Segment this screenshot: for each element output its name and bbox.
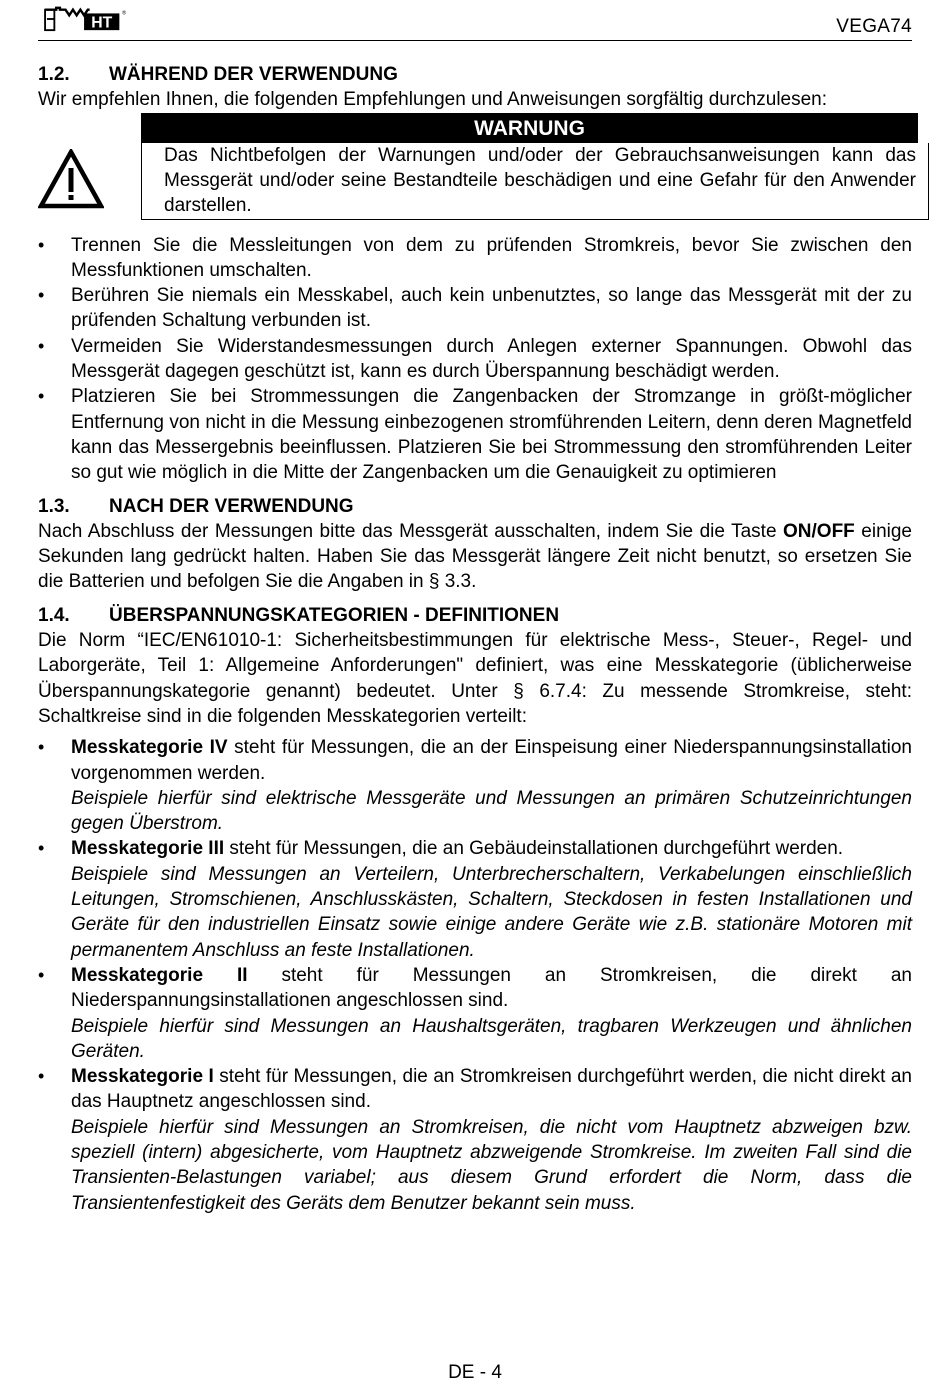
section-title: WÄHREND DER VERWENDUNG — [109, 64, 398, 85]
svg-text:®: ® — [122, 10, 127, 17]
usage-bullets — [38, 233, 912, 486]
category-item — [38, 735, 912, 836]
warning-text: Das Nichtbefolgen der Warnungen und/oder der Gebrauchsanweisungen kann das Messgerät und/oder seine Bestandteile beschädigen und eine Gefahr für den Anwender darstellen. — [164, 144, 916, 217]
warning-title: WARNUNG — [141, 113, 918, 143]
page-header — [38, 4, 912, 41]
section-title: NACH DER VERWENDUNG — [109, 495, 354, 517]
document-model: VEGA74 — [836, 16, 912, 37]
category-name: Messkategorie II — [71, 964, 248, 986]
section-number: 1.3. — [38, 495, 70, 517]
category-example: Beispiele hierfür sind Messungen an Haushaltsgeräten, tragbaren Werkzeugen und ähnlichen Geräten. — [71, 1015, 912, 1062]
brand-logo — [40, 6, 130, 32]
category-item — [38, 836, 912, 962]
section-number: 1.2. — [38, 64, 70, 85]
onoff-key-label: ON/OFF — [783, 520, 855, 542]
section-number: 1.4. — [38, 604, 70, 626]
section-1-4-heading — [38, 603, 912, 628]
list-item: • Berühren Sie niemals ein Messkabel, auch kein unbenutztes, so lange das Messgerät mit der zu prüfenden Schaltung verbunden ist. — [38, 283, 912, 334]
page-content — [38, 62, 916, 1216]
category-name: Messkategorie I — [71, 1066, 214, 1088]
section-1-3-heading — [38, 494, 912, 519]
list-item: • Platzieren Sie bei Strommessungen die Zangenbacken der Stromzange in größt-möglicher Entfernung von nicht in die Messung einbezogenen stromführenden Leitern, denn deren Magnetfeld kann das Messergebnis beeinflussen. Platzieren Sie bei Strommessung den stromführenden Leiter so gut wie möglich in die Mitte der Zangenbacken um die Genauigkeit zu optimieren — [38, 384, 912, 485]
category-desc: steht für Messungen, die an der Einspeisung einer Niederspannungsinstallation vorgenommen werden. — [71, 737, 913, 784]
category-example: Beispiele sind Messungen an Verteilern, Unterbrecherschaltern, Verkabelungen einschließlich Leitungen, Stromschienen, Anschlusskästen, Schaltern, Steckdosen in festen Installationen und Geräte für den industriellen Einsatz sowie einige andere Geräte wie z.B. stationäre Motoren mit permanentem Anschluss an feste Installationen. — [71, 863, 912, 961]
category-list — [38, 735, 912, 1216]
section-1-2-intro: Wir empfehlen Ihnen, die folgenden Empfehlungen und Anweisungen sorgfältig durchzulesen: — [38, 89, 828, 111]
category-item — [38, 1064, 912, 1216]
list-item: • Trennen Sie die Messleitungen von dem zu prüfenden Stromkreis, bevor Sie zwischen den Messfunktionen umschalten. — [38, 233, 912, 284]
list-item: • Vermeiden Sie Widerstandesmessungen durch Anlegen externer Spannungen. Obwohl das Messgerät dagegen geschützt ist, kann es durch Überspannung beschädigt werden. — [38, 334, 912, 385]
category-example: Beispiele hierfür sind Messungen an Stromkreisen, die nicht vom Hauptnetz abzweigen bzw. speziell (intern) abgesicherte, vom Hauptnetz abzweigende Stromkreise. Im zweiten Fall sind die Transienten-Belastungen variabel; aus diesem Grund erfordert die Norm, dass die Transientenfestigkeit des Geräts dem Benutzer bekannt sein muss. — [71, 1116, 912, 1214]
svg-text:HT: HT — [91, 14, 113, 32]
section-1-4-intro: Die Norm “IEC/EN61010-1: Sicherheitsbestimmungen für elektrische Mess-, Steuer-, Regel- und Laborgeräte, Teil 1: Allgemeine Anforderungen" definiert, was eine Messkategorie (üblicherweise Überspannungskategorie genannt) bedeutet. Unter § 6.7.4: Zu messende Stromkreise, steht: Schaltkreise sind in die folgenden Messkategorien verteilt: — [38, 630, 912, 727]
category-desc: steht für Messungen, die an Gebäudeinstallationen durchgeführt werden. — [224, 838, 844, 860]
category-example: Beispiele hierfür sind elektrische Messgeräte und Messungen an primären Schutzeinrichtungen gegen Überstrom. — [71, 787, 912, 835]
category-name: Messkategorie IV — [71, 737, 228, 759]
warning-text-box — [141, 143, 929, 220]
text-run: Nach Abschluss der Messungen bitte das Messgerät ausschalten, indem Sie die Taste — [38, 520, 784, 542]
category-name: Messkategorie III — [71, 838, 225, 860]
warning-block — [38, 113, 916, 233]
text-run: einige Sekunden lang gedrückt halten. Haben Sie das Messgerät längere Zeit nicht benutzt, so ersetzen Sie die Batterien und befolgen Sie die Angaben in § 3.3. — [38, 520, 912, 593]
section-title: ÜBERSPANNUNGSKATEGORIEN - DEFINITIONEN — [109, 604, 560, 626]
section-1-3-text — [38, 519, 912, 595]
section-1-2-heading — [38, 62, 912, 87]
page-number: DE - 4 — [448, 1362, 502, 1383]
category-desc: steht für Messungen, die an Stromkreisen durchgeführt werden, die nicht direkt an das Hauptnetz angeschlossen sind. — [71, 1066, 912, 1113]
category-desc: steht für Messungen an Stromkreisen, die direkt an Niederspannungsinstallationen angeschlossen sind. — [71, 964, 912, 1012]
warning-triangle-icon — [38, 149, 104, 209]
category-item — [38, 963, 912, 1064]
